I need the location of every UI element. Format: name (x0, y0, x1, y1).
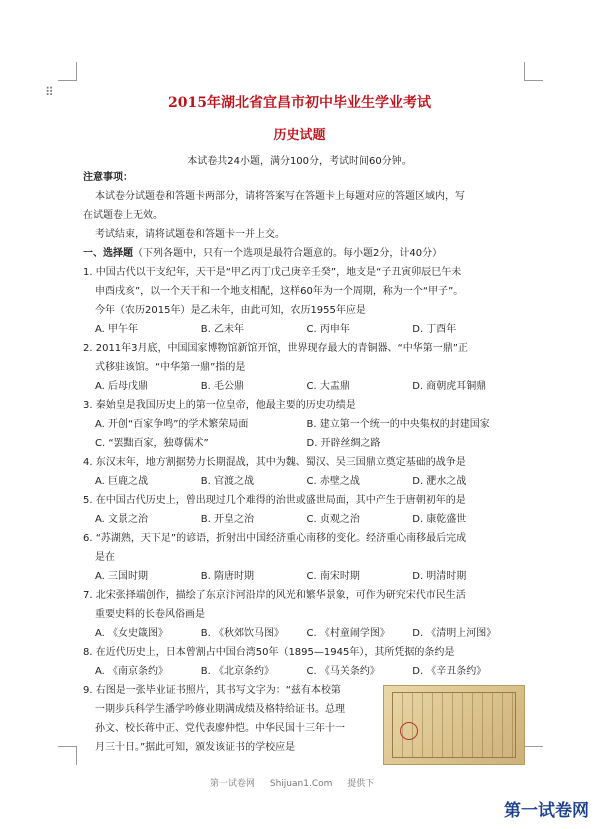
option-row (83, 434, 518, 453)
option-row (83, 662, 518, 681)
page-corner-mark (524, 746, 543, 765)
option-b: B. 毛公鼎 (200, 381, 244, 392)
option-a: A. 《南京条约》 (95, 666, 169, 677)
section-heading (83, 244, 518, 263)
option-d: D. 丁酉年 (412, 324, 457, 335)
question-stem: 9. 右图是一张毕业证书照片，其书写文字为：“兹有本校第 (83, 685, 341, 696)
option-a: A. 三国时期 (95, 571, 149, 582)
page-corner-mark (524, 62, 543, 81)
drag-handle-icon[interactable]: ⠿ (45, 85, 55, 99)
option-row (83, 510, 518, 529)
seal-stamp-icon (400, 722, 418, 740)
question-stem: 月三十日。”据此可知，颁发该证书的学校应是 (95, 742, 296, 753)
question-stem: 重要史料的长卷风俗画是 (95, 609, 205, 620)
option-c: C. 南宋时期 (306, 571, 360, 582)
question-stem: 一期步兵科学生潘学吟修业期满成绩及格特给证书。总理 (95, 704, 345, 715)
question-stem: 孙文、校长蒋中正、党代表廖仲恺。中华民国十三年十一 (95, 723, 345, 734)
notice-heading: 注意事项： (83, 172, 133, 183)
option-b: B. 乙未年 (200, 324, 244, 335)
exam-content (83, 168, 518, 757)
option-row (83, 320, 518, 339)
question-stem: 今年（农历2015年）是乙未年，由此可知，农历1955年应是 (95, 305, 366, 316)
section-desc: （下列各题中，只有一个选项是最符合题意的。每小题2分，计40分） (133, 248, 443, 259)
option-b: B. 《秋郊饮马图》 (200, 628, 284, 639)
exam-subtitle: 历史试题 (273, 128, 326, 143)
option-row (83, 377, 518, 396)
question-stem: 申酉戌亥”，以一个天干和一个地支相配，这样60年为一个周期，称为一个“甲子”。 (95, 286, 464, 297)
question-stem: 8. 在近代历史上，日本曾割占中国台湾50年（1895—1945年），其所凭据的条约是 (83, 647, 455, 658)
notice-line: 本试卷分试题卷和答题卡两部分，请将答案写在答题卡上每题对应的答题区域内，写 (95, 191, 465, 202)
option-a: A. 文景之治 (95, 514, 149, 525)
exam-title: 2015年湖北省宜昌市初中毕业生学业考试 (168, 95, 431, 111)
option-a: A. 开创“百家争鸣”的学术繁荣局面 (95, 419, 249, 430)
option-row (83, 415, 518, 434)
option-c: C. 《马关条约》 (306, 666, 380, 677)
question-stem: 3. 秦始皇是我国历史上的第一位皇帝，他最主要的历史功绩是 (83, 400, 356, 411)
option-b: B. 开皇之治 (200, 514, 254, 525)
footer-text: 提供下 (347, 779, 375, 789)
option-d: D. 康乾盛世 (412, 514, 467, 525)
option-d: D. 开辟丝绸之路 (306, 438, 381, 449)
option-row (83, 567, 518, 586)
option-b: B. 《北京条约》 (200, 666, 274, 677)
option-a: A. 《女史箴图》 (95, 628, 169, 639)
question-stem: 6. “苏湖熟，天下足”的谚语，折射出中国经济重心南移的变化。经济重心南移最后完成 (83, 533, 467, 544)
notice-line: 在试题卷上无效。 (83, 210, 163, 221)
option-b: B. 建立第一个统一的中央集权的封建国家 (306, 419, 490, 430)
option-a: A. 甲午年 (95, 324, 139, 335)
question-stem: 5. 在中国古代历史上，曾出现过几个难得的治世或盛世局面，其中产生于唐朝初年的是 (83, 495, 466, 506)
notice-line: 考试结束，请将试题卷和答题卡一并上交。 (95, 229, 285, 240)
option-d: D. 《辛丑条约》 (412, 666, 487, 677)
option-b: B. 隋唐时期 (200, 571, 254, 582)
page-corner-mark (58, 62, 77, 81)
option-c: C. “罢黜百家，独尊儒术” (95, 438, 209, 449)
option-c: C. 赤壁之战 (306, 476, 360, 487)
page-corner-mark (58, 746, 77, 765)
option-a: A. 巨鹿之战 (95, 476, 149, 487)
option-d: D. 商朝虎耳铜鼎 (412, 381, 487, 392)
question-stem: 2. 2011年3月底，中国国家博物馆新馆开馆，世界现存最大的青铜器、“中华第一鼎”正 (83, 343, 468, 354)
page-footer (210, 776, 386, 789)
option-c: C. 丙申年 (306, 324, 350, 335)
option-c: C. 大盂鼎 (306, 381, 350, 392)
option-d: D. 《清明上河图》 (412, 628, 497, 639)
option-b: B. 官渡之战 (200, 476, 254, 487)
question-stem: 式移驻该馆。“中华第一鼎”指的是 (95, 362, 246, 373)
option-c: C. 贞观之治 (306, 514, 360, 525)
question-stem: 4. 东汉末年，地方割据势力长期混战，其中为魏、蜀汉、吴三国鼎立奠定基础的战争是 (83, 457, 466, 468)
option-c: C. 《村童闹学图》 (306, 628, 390, 639)
question-stem: 是在 (95, 552, 115, 563)
certificate-photo (383, 685, 525, 765)
option-d: D. 淝水之战 (412, 476, 467, 487)
footer-text: 第一试卷网 (210, 779, 256, 789)
section-label: 一、选择题 (83, 248, 133, 259)
brand-watermark: 第一试卷网 (504, 801, 589, 821)
question-stem: 1. 中国古代以干支纪年，天干是“甲乙丙丁戊己庚辛壬癸”，地支是“子丑寅卯辰巳午未 (83, 267, 462, 278)
option-row (83, 472, 518, 491)
question-stem: 7. 北宋张择端创作，描绘了东京汴河沿岸的风光和繁华景象，可作为研究宋代市民生活 (83, 590, 466, 601)
exam-info: 本试卷共24小题，满分100分，考试时间60分钟。 (187, 156, 412, 167)
option-row (83, 624, 518, 643)
option-d: D. 明清时期 (412, 571, 467, 582)
footer-link[interactable]: Shijuan1.Com (269, 779, 333, 789)
option-a: A. 后母戊鼎 (95, 381, 149, 392)
